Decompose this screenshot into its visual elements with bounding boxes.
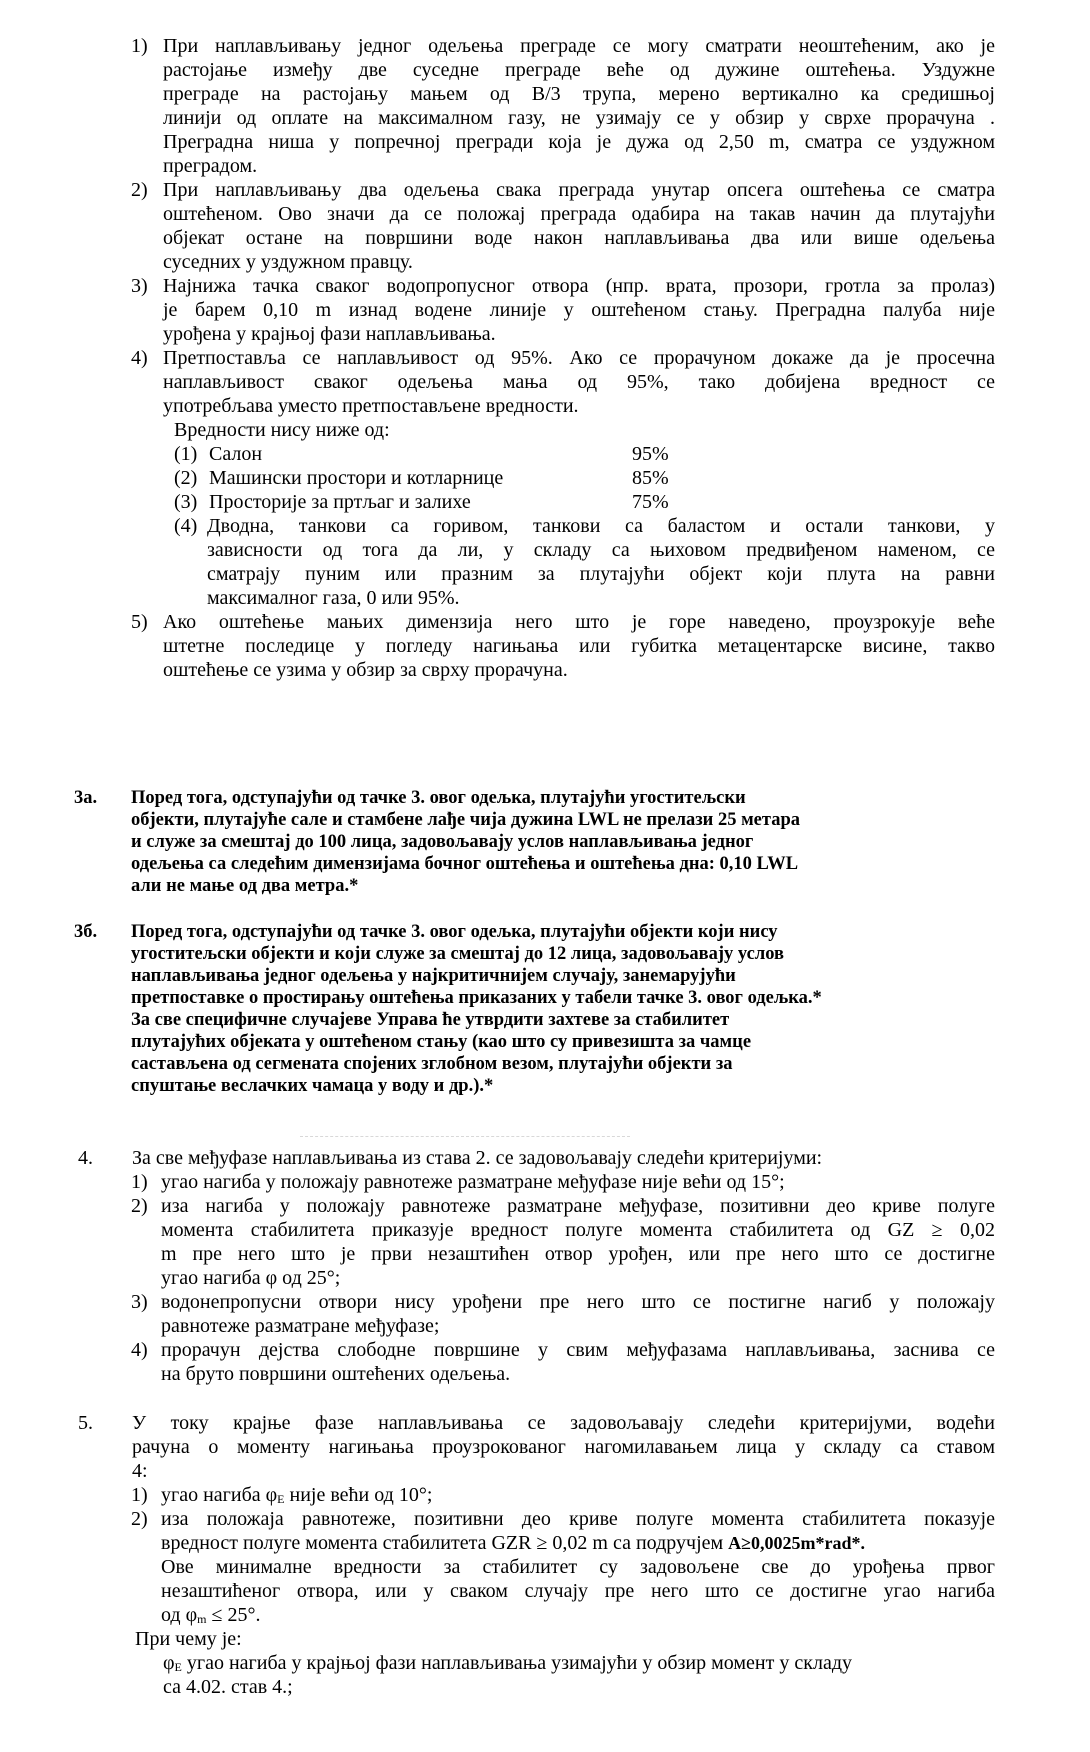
value-number: (4)	[174, 515, 198, 537]
paragraph-line: је барем 0,10 m изнад водене линије у оштећеном стању. Преградна палуба није	[163, 299, 995, 321]
paragraph-line: суседних у уздужном правцу.	[163, 251, 413, 273]
section-number-3a: 3а.	[74, 788, 98, 808]
paragraph-line: При наплављивању једног одељења преграде се могу сматрати неоштећеним, ако је	[163, 35, 995, 57]
list-number: 2)	[131, 1508, 148, 1530]
section-intro: рачуна о моменту нагињања проузрокованог нагомилавањем лица у складу са ставом	[132, 1436, 995, 1458]
list-number: 1)	[131, 35, 148, 57]
subscript: m	[197, 1612, 207, 1626]
value-number: (3)	[174, 491, 198, 513]
value-label: Салон	[209, 443, 263, 465]
paragraph-line: Преградна ниша у попречној прегради која је дужа од 2,50 m, сматра се уздужном	[163, 131, 995, 153]
bold-paragraph-line: спуштање веслачких чамаца у воду и др.).*	[131, 1076, 494, 1096]
list-number: 1)	[131, 1171, 148, 1193]
subscript: E	[174, 1660, 182, 1674]
bold-paragraph-line: претпоставке о простирању оштећења приказаних у табели тачке 3. овог одељка.*	[131, 988, 822, 1008]
section-number-4: 4.	[78, 1147, 93, 1169]
value-percent: 95%	[632, 443, 669, 465]
value-number: (1)	[174, 443, 198, 465]
paragraph-line: момента стабилитета приказује вредност полуге момента стабилитета од GZ ≥ 0,02	[161, 1219, 995, 1241]
paragraph-line: Ове минималне вредности за стабилитет су задовољене све до урођења првог	[161, 1556, 995, 1578]
paragraph-line: објекат остане на површини воде након наплављивања два или више одељења	[163, 227, 995, 249]
text-fragment: вредност полуге момента стабилитета GZR ≥ 0,02 m са подручјем	[161, 1532, 729, 1554]
bold-paragraph-line: угоститељски објекти и који служе за смештај до 12 лица, задовољавају услов	[131, 944, 784, 964]
text-fragment: од φ	[161, 1604, 198, 1626]
paragraph-line: Дводна, танкови са горивом, танкови са баластом и остали танкови, у	[207, 515, 995, 537]
value-number: (2)	[174, 467, 198, 489]
bold-paragraph-line: Поред тога, одступајући од тачке 3. овог одељка, плутајући објекти који нису	[131, 922, 778, 942]
paragraph-line: Најнижа тачка сваког водопропусног отвора (нпр. врата, прозори, гротла за пролаз)	[163, 275, 995, 297]
section-number-3b: 3б.	[74, 922, 98, 942]
value-percent: 75%	[632, 491, 669, 513]
bold-paragraph-line: састављена од сегмената спојених зглобном везом, плутајући објекти за	[131, 1054, 733, 1074]
paragraph-line: водонепропусни отвори нису урођени пре него што се постигне нагиб у положају	[161, 1291, 995, 1313]
list-number: 3)	[131, 275, 148, 297]
paragraph-line: оштећеном. Ово значи да се положај преграда одабира на такав начин да плутајући	[163, 203, 995, 225]
list-number: 2)	[131, 179, 148, 201]
paragraph-line: растојање између две суседне преграде веће од дужине оштећења. Уздужне	[163, 59, 995, 81]
paragraph-line: При наплављивању два одељења свака преграда унутар опсега оштећења се сматра	[163, 179, 995, 201]
definition-line: са 4.02. став 4.;	[163, 1676, 293, 1698]
list-number: 2)	[131, 1195, 148, 1217]
paragraph-line: прорачун дејства слободне површине у свим међуфазама наплављивања, заснива се	[161, 1339, 995, 1361]
paragraph-line: линији од оплате на максималном газу, не узимају се у обзир у сврхе прорачуна .	[163, 107, 995, 129]
paragraph-line: преграде на растојању мањем од B/3 трупа, мерено вертикално ка средишњој	[163, 83, 995, 105]
bold-formula: A≥0,0025m*rad*.	[728, 1533, 866, 1553]
paragraph-line: угао нагиба у положају равнотеже разматране међуфазе није већи од 15°;	[161, 1171, 785, 1193]
value-label: Машински простори и котларнице	[209, 467, 504, 489]
paragraph-line: на бруто површини оштећених одељења.	[161, 1363, 511, 1385]
bold-paragraph-line: али не мање од два метра.*	[131, 876, 359, 896]
paragraph-line: максималног газа, 0 или 95%.	[207, 587, 460, 609]
paragraph-line: оштећење се узима у обзир за сврху прорачуна.	[163, 659, 568, 681]
paragraph-line: угао нагиба φ од 25°;	[161, 1267, 341, 1289]
paragraph-line: равнотеже разматране међуфазе;	[161, 1315, 440, 1337]
where-label: При чему је:	[135, 1628, 242, 1650]
bold-paragraph-line: одељења са следећим димензијама бочног оштећења и оштећења дна: 0,10 LWL	[131, 854, 799, 874]
paragraph-line: иза нагиба у положају равнотеже разматране међуфазе, позитивни део криве полуге	[161, 1195, 995, 1217]
text-fragment: угао нагиба φ	[161, 1484, 278, 1506]
faint-divider	[300, 1136, 630, 1139]
list-number: 5)	[131, 611, 148, 633]
paragraph-line: штетне последице у погледу нагињања или губитка метацентарске висине, такво	[163, 635, 995, 657]
paragraph-line: Ако оштећење мањих димензија него што је горе наведено, проузрокује веће	[163, 611, 995, 633]
bold-paragraph-line: и служе за смештај до 100 лица, задовољавају услов наплављивања једног	[131, 832, 754, 852]
section-intro: За све међуфазе наплављивања из става 2. се задовољавају следећи критеријуми:	[132, 1147, 823, 1169]
paragraph-line: урођена у крајњој фази наплављивања.	[163, 323, 496, 345]
phi-symbol: φ	[163, 1652, 175, 1674]
paragraph-line: иза положаја равнотеже, позитивни део криве полуге момента стабилитета показује	[161, 1508, 995, 1530]
bold-paragraph-line: Поред тога, одступајући од тачке 3. овог одељка, плутајући угоститељски	[131, 788, 746, 808]
section-number-5: 5.	[78, 1412, 93, 1434]
section-intro: У току крајње фазе наплављивања се задовољавају следећи критеријуми, водећи	[132, 1412, 995, 1434]
paragraph-line	[161, 1531, 865, 1555]
bold-paragraph-line: објекти, плутајуће сале и стамбене лађе чија дужина LWL не прелази 25 метара	[131, 810, 800, 830]
values-intro: Вредности нису ниже од:	[174, 419, 390, 441]
paragraph-line: сматрају пуним или празним за плутајући објект који плута на равни	[207, 563, 995, 585]
paragraph-line: наплављивост сваког одељења мања од 95%, тако добијена вредност се	[163, 371, 995, 393]
list-number: 1)	[131, 1484, 148, 1506]
paragraph-line: преградом.	[163, 155, 258, 177]
list-number: 4)	[131, 1339, 148, 1361]
text-fragment: угао нагиба у крајњој фази наплављивања узимајући у обзир момент у складу	[181, 1652, 852, 1674]
list-number: 4)	[131, 347, 148, 369]
subscript: E	[277, 1492, 285, 1506]
bold-paragraph-line: плутајућих објеката у оштећеном стању (као што су привезишта за чамце	[131, 1032, 752, 1052]
paragraph-line: незаштићеног отвора, или у сваком случају пре него што се достигне угао нагиба	[161, 1580, 995, 1602]
paragraph-line: Претпоставља се наплављивост од 95%. Ако се прорачуном докаже да је просечна	[163, 347, 995, 369]
section-intro: 4:	[132, 1460, 148, 1482]
paragraph-line: зависности од тога да ли, у складу са њиховом предвиђеном наменом, се	[207, 539, 995, 561]
value-percent: 85%	[632, 467, 669, 489]
paragraph-line: употребљава уместо претпостављене вредности.	[163, 395, 579, 417]
bold-paragraph-line: За све специфичне случајеве Управа ће утврдити захтеве за стабилитет	[131, 1010, 730, 1030]
bold-paragraph-line: наплављивања једног одељења у најкритичнијем случају, занемарујући	[131, 966, 736, 986]
value-label: Просторије за пртљаг и залихе	[209, 491, 471, 513]
list-number: 3)	[131, 1291, 148, 1313]
text-fragment: ≤ 25°.	[206, 1604, 261, 1626]
text-fragment: није већи од 10°;	[284, 1484, 433, 1506]
paragraph-line: m пре него што је први незаштићен отвор урођен, или пре него што се достигне	[161, 1243, 995, 1265]
